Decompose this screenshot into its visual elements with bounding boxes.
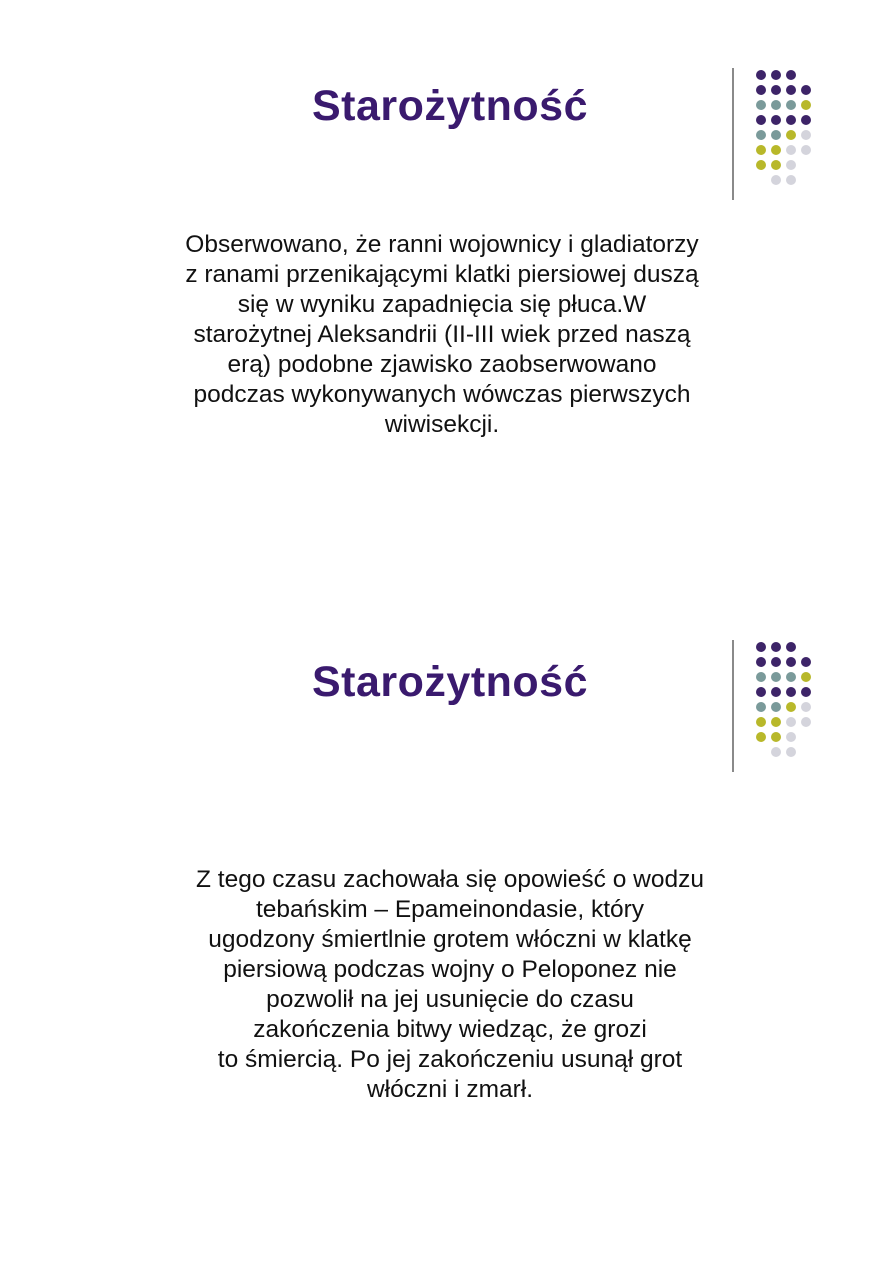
decorative-dot [786,702,796,712]
decorative-dot [801,687,811,697]
body-line: wiwisekcji. [384,411,500,438]
body-line: pozwolił na jej usunięcie do czasu [266,986,634,1013]
decorative-dot [771,145,781,155]
decorative-dot [771,85,781,95]
dot-spacer [756,175,766,185]
decorative-dot [771,732,781,742]
decorative-dot [801,702,811,712]
decorative-dot [786,100,796,110]
body-line: Z tego czasu zachowała się opowieść o wodzu [196,866,704,893]
decorative-dot [801,85,811,95]
body-line: Obserwowano, że ranni wojownicy i gladiatorzy [185,231,699,258]
decorative-dot [756,642,766,652]
dot-grid [756,642,812,758]
decorative-dot [786,115,796,125]
decorative-dot [756,115,766,125]
decorative-dot [756,160,766,170]
decorative-dot [756,702,766,712]
dot-spacer [801,642,811,652]
slide-1 [0,0,893,600]
decorative-dot [756,732,766,742]
body-line: ugodzony śmiertlnie grotem włóczni w klatkę [208,926,692,953]
decorative-dot [771,642,781,652]
decorative-dot [756,717,766,727]
decorative-dot [786,687,796,697]
decorative-dot [756,145,766,155]
decorative-dot [801,657,811,667]
decorative-dot [771,747,781,757]
body-line: tebańskim – Epameinondasie, który [255,896,645,923]
decorative-dot [786,145,796,155]
decorative-dot [786,130,796,140]
decorative-dot [786,657,796,667]
decorative-dot [771,657,781,667]
slide-title: Starożytność [311,82,588,130]
dot-decoration [728,68,838,208]
dot-grid [756,70,812,186]
decorative-dot [756,687,766,697]
decorative-dot [756,657,766,667]
slide-body [92,230,792,440]
decoration-divider [732,640,734,772]
body-line: się w wyniku zapadnięcia się płuca.W [237,291,647,318]
decorative-dot [801,100,811,110]
decorative-dot [771,115,781,125]
decorative-dot [801,130,811,140]
body-line: podczas wykonywanych wówczas pierwszych [193,381,691,408]
decorative-dot [756,130,766,140]
dot-spacer [801,70,811,80]
decorative-dot [771,160,781,170]
decorative-dot [786,160,796,170]
body-line: piersiową podczas wojny o Peloponez nie [223,956,677,983]
dot-decoration [728,640,838,780]
body-line: zakończenia bitwy wiedząc, że grozi [253,1016,647,1043]
decorative-dot [786,672,796,682]
dot-spacer [756,747,766,757]
body-line: z ranami przenikającymi klatki piersiowej duszą [185,261,699,288]
body-line: to śmiercią. Po jej zakończeniu usunął grot [217,1046,683,1073]
decorative-dot [786,717,796,727]
dot-spacer [801,160,811,170]
decorative-dot [801,115,811,125]
body-line: włóczni i zmarł. [366,1076,534,1103]
decorative-dot [771,70,781,80]
decorative-dot [786,642,796,652]
slide-body [100,865,800,1105]
decorative-dot [771,717,781,727]
decorative-dot [771,672,781,682]
body-line: erą) podobne zjawisko zaobserwowano [227,351,657,378]
decorative-dot [786,70,796,80]
dot-spacer [801,747,811,757]
decorative-dot [771,175,781,185]
decorative-dot [786,747,796,757]
decoration-divider [732,68,734,200]
decorative-dot [756,85,766,95]
decorative-dot [801,145,811,155]
decorative-dot [756,100,766,110]
decorative-dot [771,100,781,110]
decorative-dot [786,175,796,185]
decorative-dot [756,70,766,80]
slide-2 [0,620,893,1220]
body-line: starożytnej Aleksandrii (II-III wiek przed naszą [193,321,691,348]
decorative-dot [771,130,781,140]
decorative-dot [771,687,781,697]
decorative-dot [801,717,811,727]
dot-spacer [801,732,811,742]
decorative-dot [771,702,781,712]
decorative-dot [786,732,796,742]
decorative-dot [801,672,811,682]
dot-spacer [801,175,811,185]
decorative-dot [756,672,766,682]
decorative-dot [786,85,796,95]
slide-title: Starożytność [311,658,588,706]
